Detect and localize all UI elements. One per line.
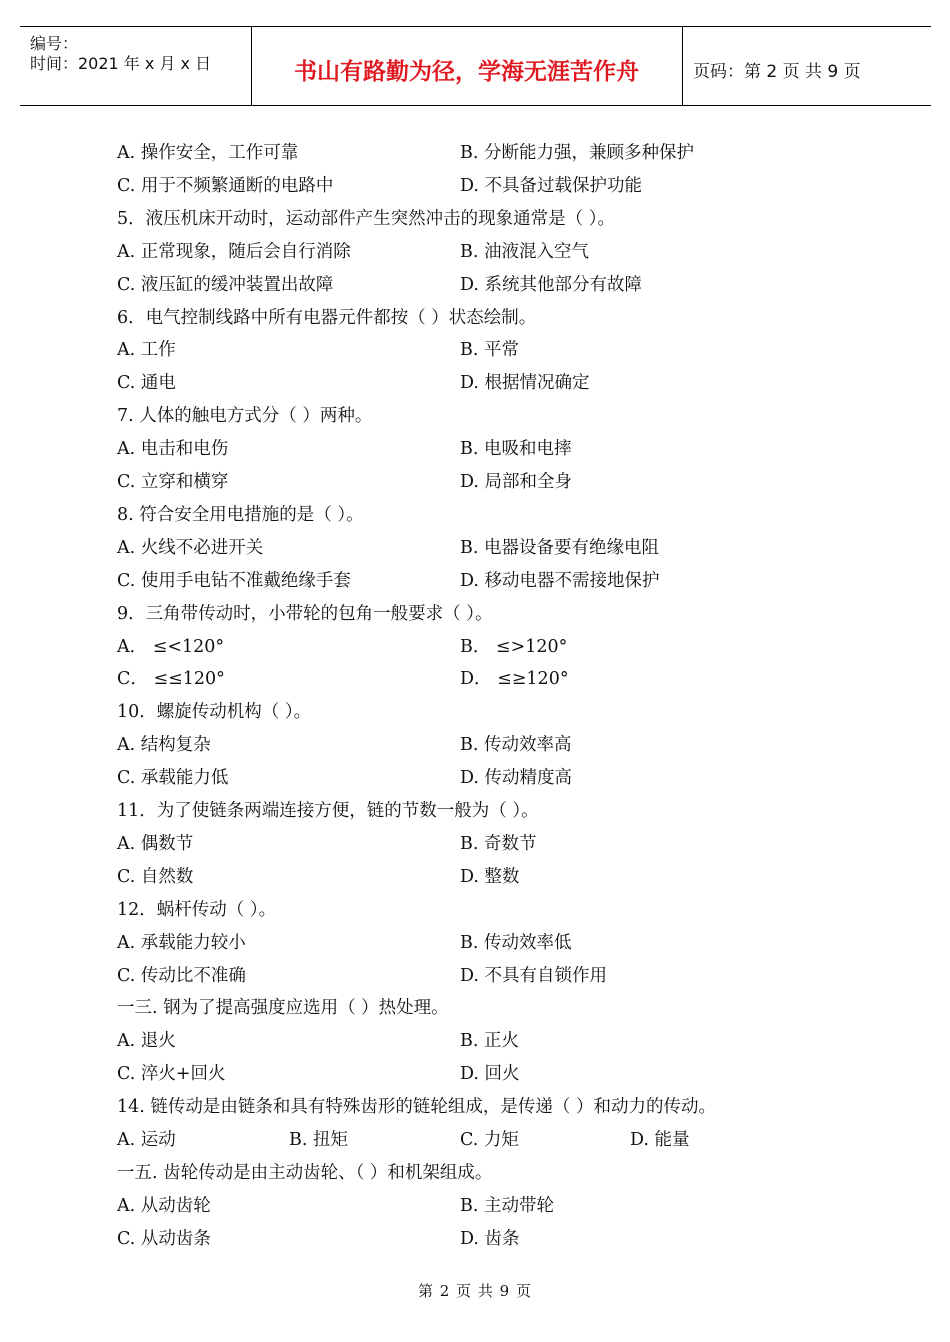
question-stem <box>0 995 950 1021</box>
option-right: B. 奇数节 <box>460 833 537 854</box>
motto: 书山有路勤为径，学海无涯苦作舟 <box>294 59 639 85</box>
option-left: A. 工作 <box>117 340 176 361</box>
option-right: D. 整数 <box>460 866 520 887</box>
option-row <box>0 1193 950 1219</box>
option-left: A. 从动齿轮 <box>117 1195 211 1216</box>
option-row <box>0 568 950 594</box>
option-left: C. 用于不频繁通断的电路中 <box>117 175 334 196</box>
serial-label: 编号： <box>30 34 79 53</box>
option-right: D. 传动精度高 <box>460 768 573 789</box>
question-stem <box>0 502 950 528</box>
question-stem <box>0 206 950 232</box>
option-right: D． ≤≥120° <box>460 669 569 690</box>
option-row <box>0 1028 950 1054</box>
option-row <box>0 666 950 692</box>
question-text: 10．螺旋传动机构（ ）。 <box>117 702 312 723</box>
option-row <box>0 1226 950 1252</box>
option-left: C. 使用手电钻不准戴绝缘手套 <box>117 570 351 591</box>
option-right: B. 传动效率高 <box>460 735 572 756</box>
option-right: B. 传动效率低 <box>460 932 572 953</box>
option-left: C． ≤≤120° <box>117 669 225 690</box>
option: B. 扭矩 <box>289 1130 348 1150</box>
page-header <box>20 26 931 106</box>
question-text: 11．为了使链条两端连接方便，链的节数一般为（ ）。 <box>117 801 539 821</box>
question-text: 14. 链传动是由链条和具有特殊齿形的链轮组成，是传递（ ）和动力的传动。 <box>117 1097 716 1118</box>
date-label: 时间：2021 年 x 月 x 日 <box>30 54 212 73</box>
option-left: C. 从动齿条 <box>117 1228 211 1249</box>
option-right: D. 不具备过载保护功能 <box>460 175 643 196</box>
question-stem <box>0 305 950 331</box>
question-text: 12．蜗杆传动（ ）。 <box>117 899 277 920</box>
option-right: D. 移动电器不需接地保护 <box>460 570 660 591</box>
option-row <box>0 831 950 857</box>
option-row <box>0 370 950 396</box>
option-row <box>0 535 950 561</box>
option-row <box>0 1127 950 1153</box>
header-right-cell <box>683 27 931 105</box>
option-right: B. 电吸和电摔 <box>460 439 572 460</box>
option-right: D. 不具有自锁作用 <box>460 965 608 986</box>
option-row <box>0 1061 950 1087</box>
option-right: B. 主动带轮 <box>460 1195 554 1216</box>
question-stem <box>0 897 950 923</box>
option-row <box>0 272 950 298</box>
option-row <box>0 963 950 989</box>
option: A. 运动 <box>117 1130 176 1150</box>
header-motto-cell <box>251 27 683 105</box>
option-left: C. 液压缸的缓冲装置出故障 <box>117 274 334 295</box>
question-stem <box>0 601 950 627</box>
option-left: C. 立穿和横穿 <box>117 472 229 492</box>
option-left: A. 结构复杂 <box>117 735 211 756</box>
option-right: B. 正火 <box>460 1031 519 1052</box>
option: C. 力矩 <box>460 1130 519 1150</box>
option-left: A. 退火 <box>117 1031 176 1052</box>
option-left: C. 淬火+回火 <box>117 1064 226 1085</box>
option-row <box>0 930 950 956</box>
page-footer: 第 2 页 共 9 页 <box>418 1282 532 1300</box>
option-row <box>0 469 950 495</box>
option-right: B． ≤>120° <box>460 636 568 657</box>
option: D. 能量 <box>630 1130 690 1150</box>
option-right: D. 局部和全身 <box>460 472 573 492</box>
option-row <box>0 732 950 758</box>
option-row <box>0 864 950 890</box>
header-left-cell <box>20 27 252 105</box>
question-text: 一三. 钢为了提高强度应选用（ ）热处理。 <box>117 998 449 1019</box>
option-row <box>0 634 950 660</box>
question-text: 7. 人体的触电方式分（ ）两种。 <box>117 406 373 427</box>
option-right: D. 回火 <box>460 1064 520 1085</box>
option-right: B. 油液混入空气 <box>460 241 589 262</box>
option-left: C. 传动比不准确 <box>117 965 246 986</box>
option-left: C. 承载能力低 <box>117 768 229 789</box>
option-row <box>0 140 950 166</box>
question-stem <box>0 403 950 429</box>
option-right: D. 根据情况确定 <box>460 373 590 394</box>
question-text: 一五. 齿轮传动是由主动齿轮、（ ）和机架组成。 <box>117 1162 493 1183</box>
option-row <box>0 436 950 462</box>
question-text: 9．三角带传动时，小带轮的包角一般要求（ ）。 <box>117 603 493 624</box>
option-row <box>0 239 950 265</box>
page-info: 页码：第 2 页 共 9 页 <box>693 62 861 82</box>
option-left: C. 自然数 <box>117 866 194 887</box>
question-stem <box>0 1160 950 1186</box>
option-row <box>0 173 950 199</box>
question-stem <box>0 699 950 725</box>
option-left: A. 正常现象，随后会自行消除 <box>117 241 351 262</box>
option-right: D. 齿条 <box>460 1228 520 1249</box>
option-right: D. 系统其他部分有故障 <box>460 274 643 295</box>
question-text: 6．电气控制线路中所有电器元件都按（ ）状态绘制。 <box>117 307 537 328</box>
option-row <box>0 337 950 363</box>
question-text: 8. 符合安全用电措施的是（ ）。 <box>117 504 364 525</box>
question-stem <box>0 1094 950 1120</box>
option-left: A. 操作安全，工作可靠 <box>117 143 299 163</box>
option-right: B. 平常 <box>460 340 519 361</box>
option-left: A. 电击和电伤 <box>117 439 229 460</box>
option-right: B. 分断能力强，兼顾多种保护 <box>460 143 694 163</box>
option-row <box>0 765 950 791</box>
option-right: B. 电器设备要有绝缘电阻 <box>460 537 659 558</box>
option-left: C. 通电 <box>117 373 176 394</box>
question-stem <box>0 798 950 824</box>
option-left: A. 承载能力较小 <box>117 932 246 953</box>
option-left: A. 偶数节 <box>117 833 194 854</box>
option-left: A. 火线不必进开关 <box>117 537 264 558</box>
question-text: 5．液压机床开动时，运动部件产生突然冲击的现象通常是（ ）。 <box>117 208 615 229</box>
option-left: A． ≤<120° <box>117 636 225 657</box>
